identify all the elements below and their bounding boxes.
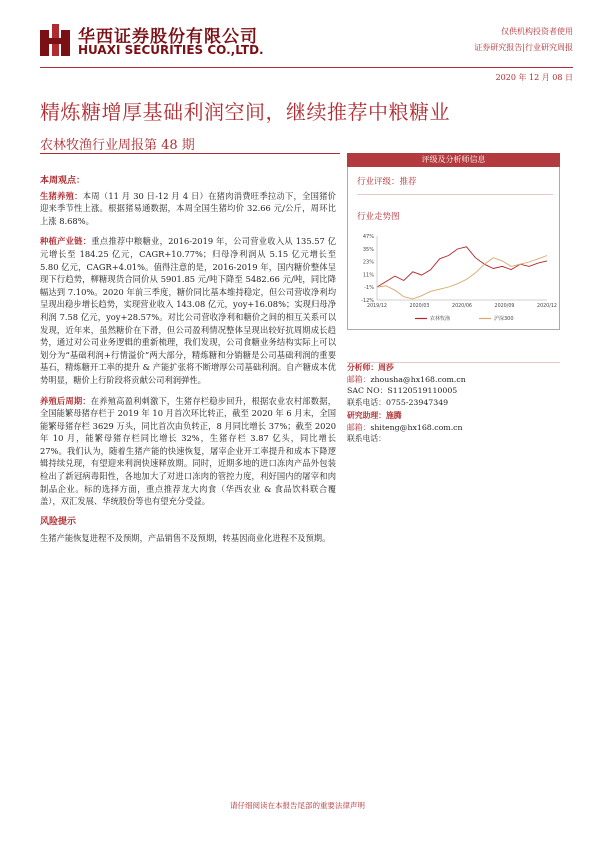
y-tick-label: 47% [362, 234, 374, 240]
legend-label-1: 农林牧渔 [430, 316, 451, 322]
title-divider [40, 153, 340, 154]
company-name-cn: 华西证券股份有限公司 [78, 27, 258, 47]
legend-label-2: 沪深300 [494, 316, 514, 322]
y-tick-label: 35% [362, 246, 374, 253]
analyst-2 [347, 410, 463, 445]
paragraph-hog [40, 190, 336, 228]
report-title: 精炼糖增厚基础利润空间，继续推荐中粮糖业 [40, 100, 450, 124]
risk-title: 风险提示 [40, 516, 77, 527]
y-tick-label: 23% [362, 259, 374, 266]
x-tick-label: 2020/09 [494, 304, 515, 309]
report-subtitle: 农林牧渔行业周报第 48 期 [40, 138, 195, 153]
paragraph-planting [40, 235, 336, 386]
series-line-1 [377, 247, 547, 287]
audience-note: 仅供机构投资者使用 [501, 27, 573, 36]
y-tick-label: -12% [361, 298, 374, 304]
company-logo-icon [40, 22, 70, 56]
x-tick-label: 2019/12 [367, 304, 387, 309]
y-tick-label: -1% [364, 285, 374, 292]
analyst-1-sac: SAC NO：S1120519110005 [347, 386, 458, 395]
report-category: 证券研究报告|行业研究周报 [474, 43, 573, 52]
report-date: 2020 年 12 月 08 日 [495, 73, 573, 82]
analyst-1 [347, 362, 466, 408]
section-view-title: 本周观点： [40, 176, 86, 186]
lead-hog: 生猪养殖： [40, 190, 83, 201]
header-divider [40, 67, 573, 68]
y-tick-label: 11% [362, 272, 374, 279]
rating-divider [357, 194, 553, 195]
analyst-1-phone: 联系电话：0755-23947349 [347, 397, 449, 407]
x-tick-label: 2020/06 [452, 304, 472, 309]
industry-rating: 行业评级：推荐 [357, 177, 417, 187]
text-post-cycle: 在养殖高盈利刺激下，生猪存栏稳步回升，根据农业农村部数据，全国能繁母猪存栏于 2019 年 10 月首次环比转正，截至 2020 年 6 月末，全国能繁母猪存栏 3629 万头，同比首次由负转正，8 月同比增长 37%；截至 2020 年 10 月，能繁母猪存栏同比增长 32%，生猪存栏 3.87 亿头，同比增长 27%。我们认为，随着生猪产能的快速恢复，屠宰企业开工率提升和成本下降逻辑持续兑现，有望迎来利润快速释放期。同时，近期多地的进口冻肉产品外包装检出了新冠病毒阳性，各地加大了对进口冻肉的管控力度，利好国内的屠宰和肉制品企业。标的选择方面，重点推荐龙大肉食（华西农业 & 食品饮料联合覆盖），双汇发展、华统股份等也有望充分受益。 [40, 395, 336, 507]
lead-planting: 种植产业链： [40, 236, 92, 247]
analyst-2-name: 研究助理：施腾 [347, 411, 402, 420]
analyst-2-email-row [347, 422, 463, 434]
trend-chart [357, 228, 557, 326]
x-tick-label: 2020/03 [409, 304, 430, 309]
analyst-1-email-row [347, 374, 466, 386]
side-panel-header: 评级及分析师信息 [347, 153, 560, 167]
analyst-1-name: 分析师：周莎 [347, 363, 394, 372]
analyst-1-email-label: 邮箱： [347, 374, 371, 384]
analyst-2-phone: 联系电话： [347, 434, 386, 443]
analyst-1-email[interactable]: zhousha@hx168.com.cn [370, 374, 466, 384]
company-name-en: HUAXI SECURITIES CO.,LTD. [78, 43, 264, 57]
series-line-2 [377, 256, 547, 299]
x-tick-label: 2020/12 [537, 304, 557, 309]
analyst-2-email-label: 邮箱： [347, 422, 371, 432]
analyst-2-email[interactable]: shiteng@hx168.com.cn [370, 422, 463, 432]
trend-chart-title: 行业走势图 [357, 212, 400, 222]
text-hog: 本周（11 月 30 日-12 月 4 日）在猪肉消费旺季拉动下，全国猪价迎来季节性上涨。根据猪易通数据，本周全国生猪均价 32.66 元/公斤，周环比上涨 8.68%。 [40, 190, 336, 226]
risk-text: 生猪产能恢复进程不及预期，产品销售不及预期，转基因商业化进程不及预期。 [40, 533, 331, 544]
legal-footer: 请仔细阅读在本报告尾部的重要法律声明 [230, 801, 365, 810]
text-planting: 重点推荐中粮糖业，2016-2019 年，公司营业收入从 135.57 亿元增长至 184.25 亿元，CAGR+10.77%；归母净利润从 5.15 亿元增长至 5.80 亿元，CAGR+4.01%。值得注意的是，2016-2019 年，国内糖价整体呈现下行趋势，柳糖现货合同价从 5901.85 元/吨下降至 5482.66 元/吨，同比降幅达到 7.10%。2020 年前三季度，糖价同比基本维持稳定，但公司营收净利均呈现出稳步增长趋势，实现营业收入 143.08 亿元，yoy+16.08%；实现归母净利润 7.58 亿元，yoy+28.57%。对比公司营收净利和糖价之间的相互关系可以发现，近年来，虽然糖价在下滑，但公司盈利情况整体呈现出较好抗周期成长趋势，通过对公司业务逻辑的重新梳理，我们发现，公司食糖业务结构实际上可以划分为“基础利润+行情溢价”两大部分，精炼糖和分销糖是公司基础利润的重要基石，精炼糖开工率的提升 & 产能扩张将不断增厚公司基础利润。自产糖成本优势明显，糖价上行阶段将贡献公司利润弹性。 [40, 236, 336, 385]
main-content [40, 175, 336, 553]
paragraph-post-cycle [40, 395, 336, 508]
lead-post-cycle: 养殖后周期： [40, 395, 91, 406]
